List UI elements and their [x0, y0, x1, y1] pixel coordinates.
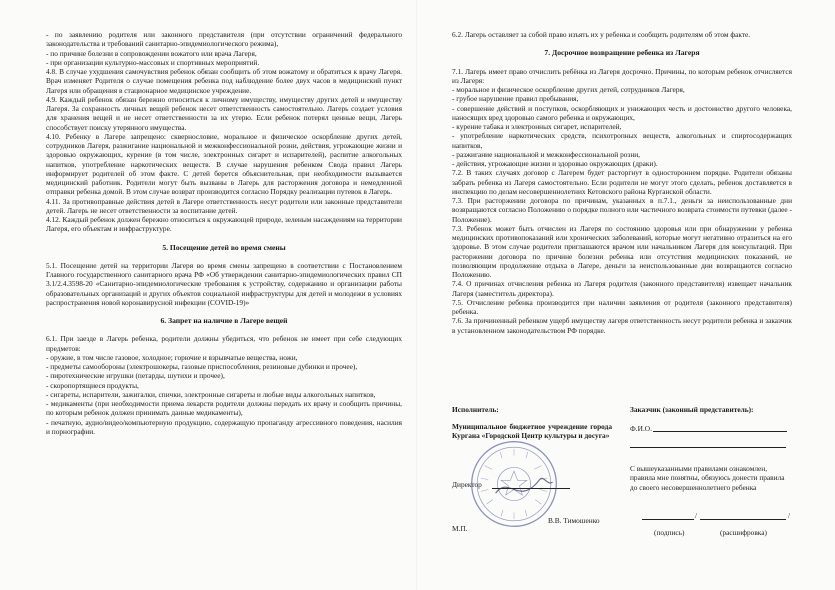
- slash-divider: /: [788, 512, 790, 520]
- decode-caption: (расшифровка): [720, 528, 767, 537]
- list-item: - печатную, аудио/видео/компьютерную продукцию, содержащую пропаганду агрессивного поведения, насилия и порнографии.: [46, 417, 402, 436]
- executor-org: Муниципальное бюджетное учреждение города Кургана «Городской Центр культуры и досуга»: [452, 422, 612, 441]
- fio-line: [653, 431, 787, 432]
- paragraph-5-1: 5.1. Посещение детей на территории Лагеря во время смены запрещено в соответствии с Постановлением Главного государственного санитарного врача РФ «Об утверждении санитарно-эпидемиологических правил СП 3.1/2.4.3598-20 «Санитарно-эпидемиологические требования к устройству, содержанию и организации работы образовательных организаций и других объектов социальной инфраструктуры для детей и молодежи в условиях распространения новой коронавирусной инфекции (COVID-19)»: [46, 260, 402, 307]
- slash-divider: /: [695, 512, 697, 520]
- stamp-label: М.П.: [452, 524, 468, 533]
- fio-label: Ф.И.О.: [630, 424, 652, 433]
- paragraph-7-6: 7.6. За причиненный ребенком ущерб имуществу лагеря ответственность несут родители ребенка и заказчик в установленном законодательством РФ порядке.: [452, 316, 792, 335]
- paragraph-4-12: 4.12. Каждый ребенок должен бережно относиться к окружающей природе, зеленым насаждениям на территории Лагеря, его объектам и инфраструктуре.: [46, 215, 402, 234]
- list-item: - грубое нарушение правил пребывания,: [452, 94, 579, 104]
- list-item: - медикаменты (при необходимости приема лекарств родители должны передать их врачу и сообщить причины, по которым ребенок должен принимать данные медикаменты),: [46, 399, 402, 418]
- list-item: - употребление наркотических средств, психотропных веществ, алкогольных и спиртосодержащих напитков,: [452, 131, 792, 150]
- left-column: [46, 30, 402, 436]
- paragraph-7-2: 7.2. В таких случаях договор с Лагерем будет расторгнут в одностороннем порядке. Родители обязаны забрать ребенка из Лагеря самостоятельно. Если родители не могут этого сделать, ребенок доставляется в инспекцию по делам несовершеннолетних Кетовского района Курганской области.: [452, 168, 792, 196]
- right-column: [452, 30, 792, 335]
- list-item: - моральное и физическое оскорбление других детей, сотрудников Лагеря,: [452, 85, 685, 94]
- paragraph-7-3b: 7.3. Ребенок может быть отчислен из Лагеря по состоянию здоровья или при обнаружении у ребенка медицинских противопоказаний или хронических заболеваний, которые могут негативно отразиться на его здоровье. В этом случае родители приглашаются врачом или начальником Лагеря для консультаций. При расторжении договора по причине болезни ребенка или отсутствия медицинских показаний, не позволяющим продолжение отдыха в Лагере, деньги за неиспользованные дни возвращаются согласно Положению.: [452, 223, 792, 279]
- list-item: - пиротехнические игрушки (петарды, шутихи и прочее),: [46, 371, 225, 381]
- paragraph-7-3a: 7.3. При расторжении договора по причинам, указанных в п.7.1., деньги за неиспользованные дни возвращаются согласно Положению о порядке полного или частичного возврата стоимости путевки (далее - Положение).: [452, 196, 792, 224]
- section-5-title: 5. Посещение детей во время смены: [162, 242, 286, 252]
- paragraph-7-1: 7.1. Лагерь имеет право отчислить ребёнка из Лагеря досрочно. Причины, по которым ребенок отчисляется из Лагеря:: [452, 66, 792, 85]
- agreement-text: С вышеуказанными правилами ознакомлен, правила мне понятны, обязуюсь донести правила до своего несовершеннолетнего ребенка: [630, 464, 785, 492]
- list-item: - разжигание национальной и межконфессиональной розни,: [452, 149, 641, 159]
- list-item: - сигареты, испарители, зажигалки, спички, электронные сигареты и любые виды алкогольных напитков,: [46, 389, 376, 399]
- list-item: - скоропортящиеся продукты,: [46, 380, 139, 390]
- paragraph-4-8: 4.8. В случае ухудшения самочувствия ребенок обязан сообщить об этом вожатому и обратиться к врачу Лагеря. Врач изменяет Родителя о случае помещения ребенка под наблюдение более двух часов в медицинский пункт Лагеря или обращения в стационарное медицинское учреждение.: [46, 67, 402, 95]
- executor-title: Исполнитель:: [452, 405, 499, 414]
- paragraph: - при организации культурно-массовых и спортивных мероприятий.: [46, 57, 260, 67]
- page-fold: [416, 0, 417, 590]
- fio-line-2: [630, 447, 786, 448]
- list-item: - курение табака и электронных сигарет, испарителей,: [452, 122, 622, 131]
- section-6-title: 6. Запрет на наличие в Лагере вещей: [160, 316, 288, 325]
- paragraph-7-5: 7.5. Отчисление ребенка производится при наличии заявления от родителя (законного представителя) ребенка.: [452, 297, 792, 316]
- official-seal-stamp: [468, 438, 560, 530]
- list-item: - оружие, в том числе газовое, холодное; горючие и взрывчатые вещества, ножи,: [46, 352, 298, 362]
- paragraph-6-2: 6.2. Лагерь оставляет за собой право изъять их у ребенка и сообщить родителям об этом факте.: [452, 30, 751, 39]
- paragraph: - по причине болезни в сопровождении вожатого или врача Лагеря,: [46, 48, 257, 58]
- director-name: В.В. Тимошенко: [548, 516, 600, 525]
- paragraph: - по заявлению родителя или законного представителя (при отсутствии ограничений федерального законодательства и требований санитарно-эпидемиологического режима),: [46, 30, 402, 49]
- director-label: Директор: [452, 480, 482, 489]
- list-item: - действия, угрожающие жизни и здоровью окружающих (драки).: [452, 159, 658, 168]
- paragraph-4-10: 4.10. Ребенку в Лагере запрещено: сквернословие, моральное и физическое оскорбление других детей, сотрудников Лагеря, разжигание национальной и межконфессиональной розни, действия, угрожающие жизни и здоровью окружающих, курение (в том числе, электронных сигарет и испарителей), распитие алкогольных напитков, употребление наркотических веществ. В случае нарушения ребенком Свода правил Лагерь информирует родителей об этом факте. С детей берется объяснительная, при необходимости вызывается медицинский работник. Родители могут быть вызваны в Лагерь для расторжения договора и немедленной отправки ребенка домой. В этом случае возврат производится согласно Порядку реализации путевок в Лагерь.: [46, 131, 402, 197]
- paragraph-7-4: 7.4. О причинах отчисления ребенка из Лагеря родителя (законного представителя) извещает начальник Лагеря (заместитель директора).: [452, 279, 792, 298]
- paragraph-4-9: 4.9. Каждый ребенок обязан бережно относиться к личному имуществу, имуществу других детей и имуществу Лагеря. За сохранность личных вещей ребенок несет ответственность самостоятельно. Лагерь создает условия для хранения вещей и не несет ответственности за их утерю. Если ребенок потерял ценные вещи, Лагерь способствует поиску утерянного имущества.: [46, 94, 402, 132]
- customer-title: Заказчик (законный представитель):: [630, 405, 754, 414]
- paragraph-6-1: 6.1. При заезде в Лагерь ребенка, родители должны убедиться, что ребенок не имеет при себе следующих предметов:: [46, 334, 402, 353]
- paragraph-4-11: 4.11. За противоправные действия детей в Лагере ответственность несут родители или законные представители детей. Лагерь не несет ответственности за воспитание детей.: [46, 196, 402, 215]
- signature-caption: (подпись): [654, 528, 685, 537]
- list-item: - предметы самообороны (электрошокеры, газовые приспособления, резиновые дубинки и прочее),: [46, 362, 358, 371]
- signature-line: [642, 519, 694, 520]
- decode-line: [700, 519, 786, 520]
- section-7-title: 7. Досрочное возвращение ребенка из Лагеря: [544, 48, 700, 58]
- list-item: - совершение действий и поступков, оскорбляющих и унижающих честь и достоинство другого человека, наносящих вред здоровью самого ребенка и окружающих,: [452, 103, 792, 122]
